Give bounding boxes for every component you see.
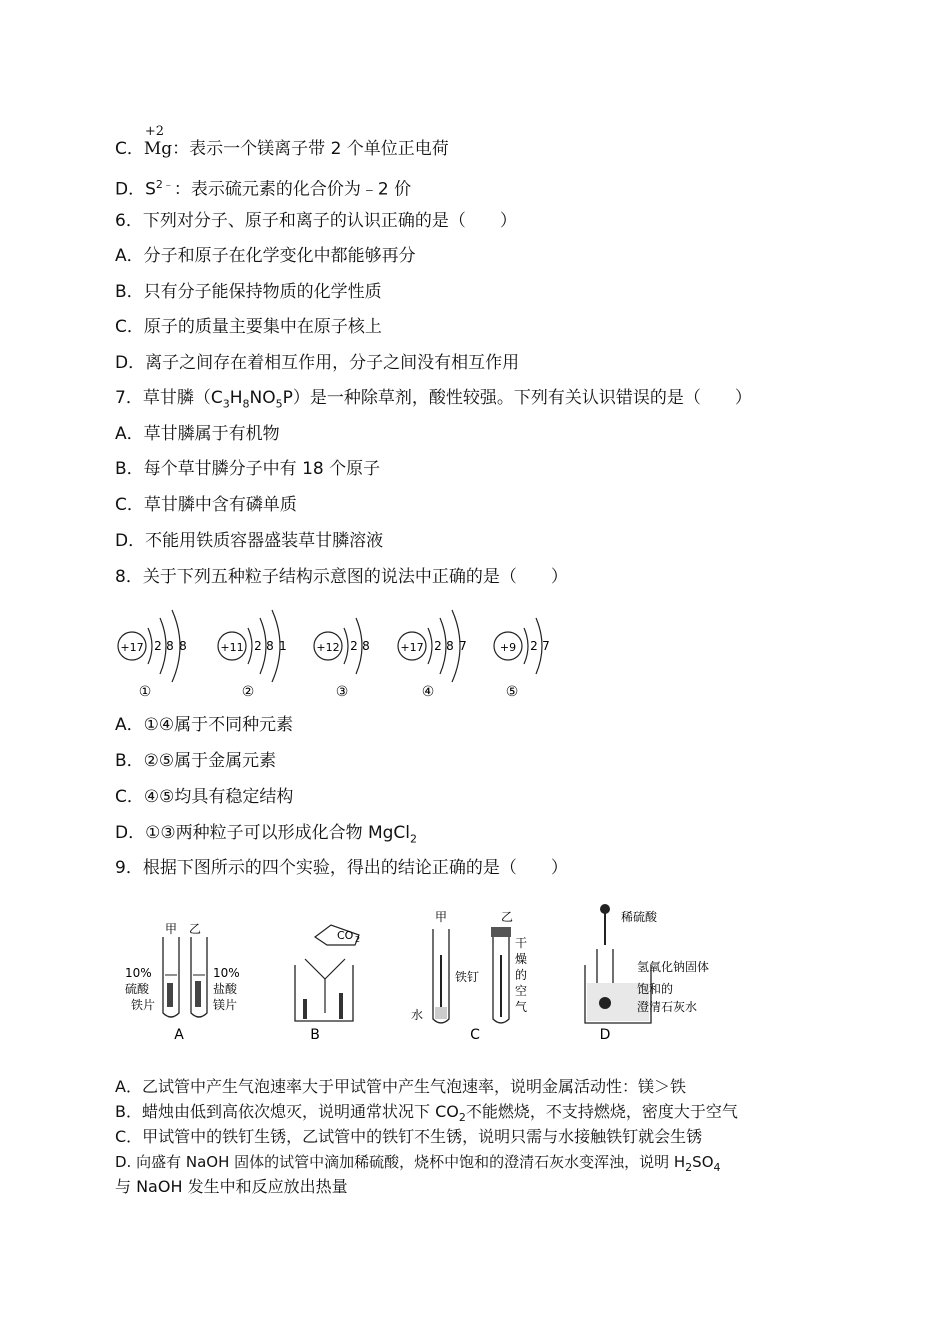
svg-text:①: ①	[138, 684, 152, 700]
experiment-d-figure	[585, 904, 709, 1043]
svg-text:②: ②	[241, 684, 255, 700]
svg-text:2: 2	[154, 639, 162, 653]
svg-text:+17: +17	[120, 641, 144, 654]
q7-option-b: B．每个草甘膦分子中有 18 个原子	[115, 459, 381, 479]
svg-text:8: 8	[362, 639, 370, 653]
q9-option-b: B．蜡烛由低到高依次熄灭，说明通常状况下 $CO_2$不能燃烧，不支持燃烧，密度大于空气	[115, 1102, 738, 1125]
atom-diagram-4	[398, 610, 467, 700]
svg-text:气: 气	[515, 1000, 528, 1014]
svg-text:8: 8	[266, 639, 274, 653]
svg-text:D: D	[599, 1027, 611, 1043]
svg-text:乙: 乙	[189, 922, 202, 936]
svg-text:CO: CO	[337, 929, 354, 942]
svg-text:甲: 甲	[435, 910, 448, 924]
svg-text:铁片: 铁片	[131, 998, 156, 1012]
atom-structure-diagrams	[110, 598, 560, 706]
svg-text:③: ③	[335, 684, 349, 700]
svg-text:A: A	[174, 1027, 184, 1043]
svg-text:澄清石灰水: 澄清石灰水	[637, 1000, 698, 1014]
svg-text:2: 2	[355, 935, 361, 944]
svg-text:2: 2	[434, 639, 442, 653]
atom-diagram-2	[218, 610, 287, 700]
svg-text:饱和的: 饱和的	[637, 982, 674, 996]
svg-text:8: 8	[446, 639, 454, 653]
svg-text:2: 2	[530, 639, 538, 653]
svg-text:硫酸: 硫酸	[125, 982, 150, 996]
q6-option-d: D．离子之间存在着相互作用，分子之间没有相互作用	[115, 353, 520, 373]
svg-text:水: 水	[411, 1008, 424, 1022]
atom-diagram-5	[494, 618, 550, 700]
svg-text:C: C	[470, 1027, 480, 1043]
q8-option-c: C．④⑤均具有稳定结构	[115, 787, 294, 807]
svg-text:氢氧化钠固体: 氢氧化钠固体	[637, 960, 710, 974]
q8-option-d: D．①③两种粒子可以形成化合物 MgCl$_2$	[115, 823, 418, 846]
experiment-b-figure	[295, 925, 360, 1043]
experiment-c-figure	[411, 910, 527, 1043]
q6-option-c: C．原子的质量主要集中在原子核上	[115, 317, 382, 337]
svg-text:空: 空	[515, 984, 528, 998]
q9-option-d-line2: 与 NaOH 发生中和反应放出热量	[115, 1177, 348, 1196]
svg-text:8: 8	[179, 639, 187, 653]
q7-option-d: D．不能用铁质容器盛装草甘膦溶液	[115, 531, 384, 551]
q7-stem: 7．草甘膦$(C_3H_8NO_5P)$是一种除草剂，酸性较强。下列有关认识错误的是（ ）	[115, 388, 752, 411]
experiment-figures	[115, 895, 740, 1055]
q9-option-c: C．甲试管中的铁钉生锈，乙试管中的铁钉不生锈，说明只需与水接触铁钉就会生锈	[115, 1127, 703, 1146]
svg-text:稀硫酸: 稀硫酸	[621, 910, 658, 924]
svg-text:盐酸: 盐酸	[213, 982, 238, 996]
svg-text:甲: 甲	[165, 922, 178, 936]
q6-stem: 6．下列对分子、原子和离子的认识正确的是（ ）	[115, 211, 517, 231]
experiment-a-figure	[125, 922, 240, 1043]
q6-option-b: B．只有分子能保持物质的化学性质	[115, 282, 382, 302]
svg-text:7: 7	[542, 639, 550, 653]
atom-diagram-3	[314, 618, 370, 700]
svg-text:10%: 10%	[125, 966, 152, 980]
q9-option-a: A．乙试管中产生气泡速率大于甲试管中产生气泡速率，说明金属活动性：镁＞铁	[115, 1077, 686, 1096]
svg-text:8: 8	[166, 639, 174, 653]
svg-text:镁片: 镁片	[213, 998, 238, 1012]
q7-option-c: C．草甘膦中含有磷单质	[115, 495, 297, 515]
svg-text:+11: +11	[220, 641, 244, 654]
q8-option-a: A．①④属于不同种元素	[115, 715, 294, 735]
svg-text:乙: 乙	[501, 910, 514, 924]
q8-option-b: B．②⑤属于金属元素	[115, 751, 277, 771]
q6-option-a: A．分子和原子在化学变化中都能够再分	[115, 246, 416, 266]
svg-text:+9: +9	[499, 641, 517, 654]
svg-text:2: 2	[350, 639, 358, 653]
q9-option-d-line1: D. 向盛有 NaOH 固体的试管中滴加稀硫酸，烧杯中饱和的澄清石灰水变浑浊，说明 $H_2SO_4$	[115, 1153, 721, 1174]
atom-diagram-1	[118, 610, 187, 700]
svg-text:铁钉: 铁钉	[455, 970, 480, 984]
svg-text:1: 1	[279, 639, 287, 653]
svg-text:干: 干	[515, 936, 528, 950]
svg-text:⑤: ⑤	[505, 684, 519, 700]
q5-option-c: C． +2 Mg：表示一个镁离子带 2 个单位正电荷	[115, 124, 449, 159]
svg-text:④: ④	[421, 684, 435, 700]
svg-text:+17: +17	[400, 641, 424, 654]
svg-text:7: 7	[459, 639, 467, 653]
svg-text:B: B	[310, 1027, 320, 1043]
q9-stem: 9．根据下图所示的四个实验，得出的结论正确的是（ ）	[115, 858, 568, 878]
q8-stem: 8．关于下列五种粒子结构示意图的说法中正确的是（ ）	[115, 567, 568, 587]
svg-text:的: 的	[515, 968, 528, 982]
mg-valence-symbol: +2 Mg	[143, 124, 173, 159]
q7-option-a: A．草甘膦属于有机物	[115, 424, 280, 444]
svg-text:燥: 燥	[515, 952, 528, 966]
svg-text:2: 2	[254, 639, 262, 653]
svg-text:10%: 10%	[213, 966, 240, 980]
q5-option-d: D．$S^{2﹣}$：表示硫元素的化合价为﹣2 价	[115, 178, 412, 200]
svg-text:+12: +12	[316, 641, 340, 654]
